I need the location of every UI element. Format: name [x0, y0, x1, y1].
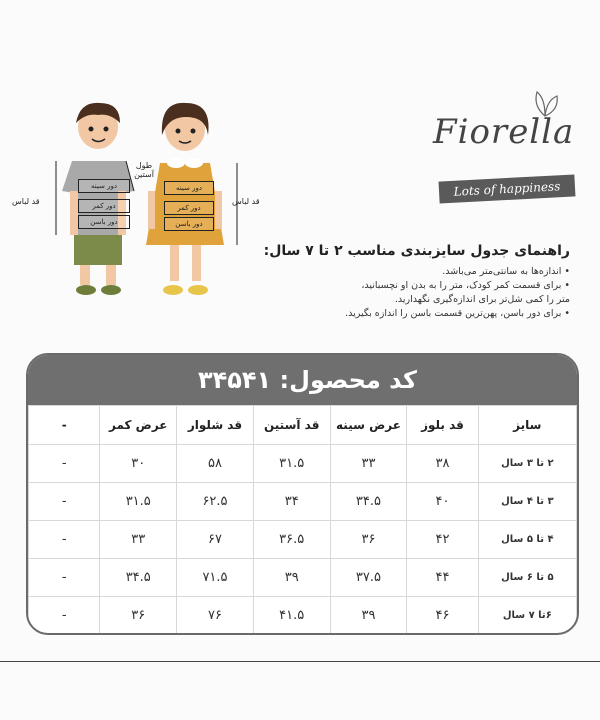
cell-size: ۲ تا ۳ سال: [478, 445, 576, 483]
cell-size: ۵ تا ۶ سال: [478, 559, 576, 597]
table-cell: ۷۱.۵: [177, 559, 254, 597]
divider-line: [0, 661, 600, 662]
table-cell: ۳۳: [330, 445, 407, 483]
table-cell: -: [29, 483, 100, 521]
table-cell: ۴۲: [407, 521, 478, 559]
table-cell: ۴۴: [407, 559, 478, 597]
table-cell: ۳۶: [100, 597, 177, 635]
hip-box-girl: دور باسن: [164, 217, 214, 231]
table-cell: ۳۹: [253, 559, 330, 597]
header-blouse-length: قد بلوز: [407, 406, 478, 445]
table-cell: ۳۱.۵: [100, 483, 177, 521]
size-table-card: [26, 353, 579, 635]
chest-box-girl: دور سینه: [164, 181, 214, 195]
header-extra: -: [29, 406, 100, 445]
table-cell: ۳۴.۵: [330, 483, 407, 521]
table-cell: -: [29, 521, 100, 559]
table-cell: ۳۹: [330, 597, 407, 635]
table-cell: ۵۸: [177, 445, 254, 483]
table-cell: ۳۷.۵: [330, 559, 407, 597]
table-cell: -: [29, 597, 100, 635]
guide-title: راهنمای جدول سایزبندی مناسب ۲ تا ۷ سال:: [263, 243, 570, 259]
guide-note: • برای دور باسن، پهن‌ترین قسمت باسن را اندازه بگیرید.: [345, 308, 570, 319]
sleeve-label: طول آستین: [134, 161, 154, 179]
table-cell: ۴۶: [407, 597, 478, 635]
table-row: [29, 597, 577, 635]
table-cell: ۶۷: [177, 521, 254, 559]
header-size: سایز: [478, 406, 576, 445]
table-cell: ۴۰: [407, 483, 478, 521]
table-row: [29, 483, 577, 521]
table-header-row: [29, 406, 577, 445]
logo-tagline: Lots of happiness: [439, 174, 576, 203]
size-illustration: [10, 95, 260, 310]
table-cell: ۷۶: [177, 597, 254, 635]
guide-note: • برای قسمت کمر کودک، متر را به بدن او نچسبانید،: [361, 280, 570, 291]
waist-box-boy: دور کمر: [78, 199, 130, 213]
guide-note: متر را کمی شل‌تر برای اندازه‌گیری نگهدارید.: [394, 294, 570, 305]
table-cell: ۳۶: [330, 521, 407, 559]
table-row: [29, 445, 577, 483]
header-waist-width: عرض کمر: [100, 406, 177, 445]
table-cell: ۳۱.۵: [253, 445, 330, 483]
table-cell: ۳۴: [253, 483, 330, 521]
size-guide: [240, 243, 570, 321]
length-label-girl: قد لباس: [232, 197, 260, 206]
hip-box-boy: دور باسن: [78, 215, 130, 229]
product-code: کد محصول: ۳۴۵۴۱: [28, 355, 577, 405]
girl-figure: [146, 103, 224, 295]
children-illustration: [10, 95, 260, 310]
table-row: [29, 521, 577, 559]
header-chest-width: عرض سینه: [330, 406, 407, 445]
table-cell: -: [29, 445, 100, 483]
table-row: [29, 559, 577, 597]
cell-size: ۶تا ۷ سال: [478, 597, 576, 635]
table-cell: ۳۴.۵: [100, 559, 177, 597]
table-cell: ۳۶.۵: [253, 521, 330, 559]
length-label-boy: قد لباس: [12, 197, 40, 206]
header-sleeve-length: قد آستین: [253, 406, 330, 445]
table-cell: ۳۸: [407, 445, 478, 483]
table-cell: ۴۱.۵: [253, 597, 330, 635]
chest-box-boy: دور سینه: [78, 179, 130, 193]
brand-logo: [425, 90, 585, 210]
waist-box-girl: دور کمر: [164, 201, 214, 215]
cell-size: ۴ تا ۵ سال: [478, 521, 576, 559]
table-cell: ۳۰: [100, 445, 177, 483]
guide-note: • اندازه‌ها به سانتی‌متر می‌باشد.: [442, 266, 570, 277]
table-cell: ۶۲.۵: [177, 483, 254, 521]
cell-size: ۳ تا ۴ سال: [478, 483, 576, 521]
table-cell: -: [29, 559, 100, 597]
size-table: [28, 405, 577, 635]
logo-name: Fiorella: [433, 112, 575, 152]
table-cell: ۳۳: [100, 521, 177, 559]
header-pants-length: قد شلوار: [177, 406, 254, 445]
